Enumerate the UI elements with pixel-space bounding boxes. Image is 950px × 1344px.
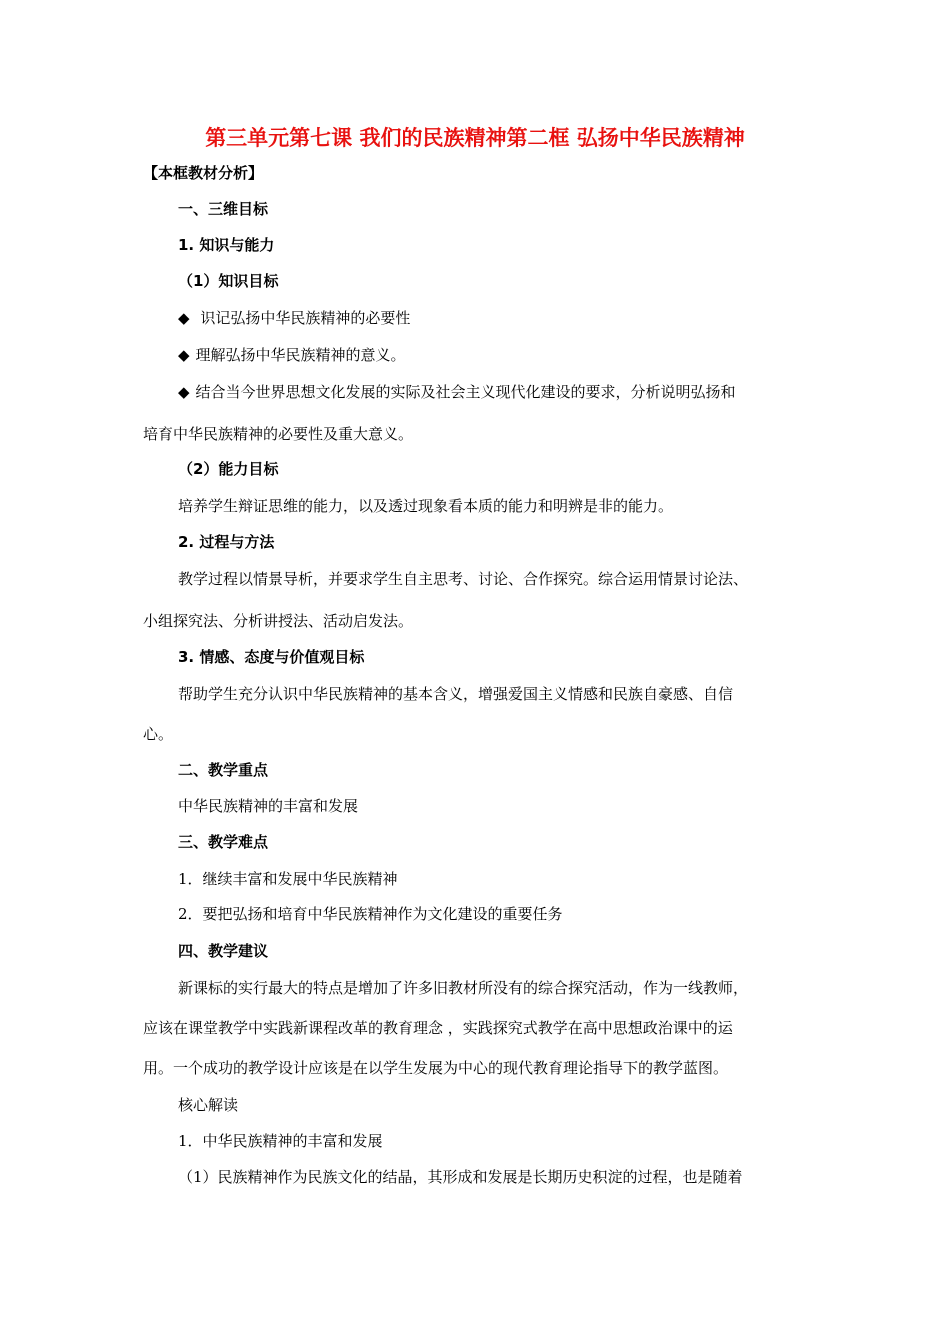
bullet-item xyxy=(178,382,736,402)
list-item: 1．中华民族精神的丰富和发展 xyxy=(178,1132,383,1150)
section-label: 【本框教材分析】 xyxy=(143,164,264,182)
paragraph-line: 帮助学生充分认识中华民族精神的基本含义，增强爱国主义情感和民族自豪感、自信 xyxy=(178,685,734,703)
paragraph-line: 心。 xyxy=(143,725,174,743)
knowledge-ability-heading: 1. 知识与能力 xyxy=(178,236,275,254)
ability-goal-text: 培养学生辩证思维的能力，以及透过现象看本质的能力和明辨是非的能力。 xyxy=(178,497,674,515)
diamond-bullet-icon: ◆ xyxy=(178,383,190,401)
paragraph-line: 教学过程以情景导析，并要求学生自主思考、讨论、合作探究。综合运用情景讨论法、 xyxy=(178,570,749,588)
paragraph-line: 用。一个成功的教学设计应该是在以学生发展为中心的现代教育理论指导下的教学蓝图。 xyxy=(143,1059,729,1077)
bullet-text: 识记弘扬中华民族精神的必要性 xyxy=(195,309,411,327)
difficult-points-heading: 三、教学难点 xyxy=(178,833,269,851)
document-title: 第三单元第七课 我们的民族精神第二框 弘扬中华民族精神 xyxy=(205,126,745,150)
paragraph-line: （1）民族精神作为民族文化的结晶，其形成和发展是长期历史积淀的过程，也是随着 xyxy=(178,1168,743,1186)
paragraph-line: 新课标的实行最大的特点是增加了许多旧教材所没有的综合探究活动，作为一线教师， xyxy=(178,979,749,997)
key-points-heading: 二、教学重点 xyxy=(178,761,269,779)
bullet-item xyxy=(178,308,410,328)
key-points-text: 中华民族精神的丰富和发展 xyxy=(178,797,359,815)
bullet-text: 结合当今世界思想文化发展的实际及社会主义现代化建设的要求，分析说明弘扬和 xyxy=(195,383,736,401)
suggestions-heading: 四、教学建议 xyxy=(178,942,269,960)
bullet-text: 理解弘扬中华民族精神的意义。 xyxy=(195,346,406,364)
process-method-heading: 2. 过程与方法 xyxy=(178,533,275,551)
ability-goal-heading: （2）能力目标 xyxy=(178,460,279,478)
list-item: 1．继续丰富和发展中华民族精神 xyxy=(178,870,398,888)
paragraph-line: 小组探究法、分析讲授法、活动启发法。 xyxy=(143,612,414,630)
list-item: 2．要把弘扬和培育中华民族精神作为文化建设的重要任务 xyxy=(178,905,563,923)
diamond-bullet-icon: ◆ xyxy=(178,309,190,327)
bullet-item xyxy=(178,345,406,365)
diamond-bullet-icon: ◆ xyxy=(178,346,190,364)
knowledge-goal-heading: （1）知识目标 xyxy=(178,272,279,290)
goals-heading: 一、三维目标 xyxy=(178,200,269,218)
bullet-continuation: 培育中华民族精神的必要性及重大意义。 xyxy=(143,425,414,443)
paragraph-line: 应该在课堂教学中实践新课程改革的教育理念 ，实践探究式教学在高中思想政治课中的运 xyxy=(143,1019,733,1037)
core-heading: 核心解读 xyxy=(178,1096,239,1114)
emotion-heading: 3. 情感、态度与价值观目标 xyxy=(178,648,365,666)
